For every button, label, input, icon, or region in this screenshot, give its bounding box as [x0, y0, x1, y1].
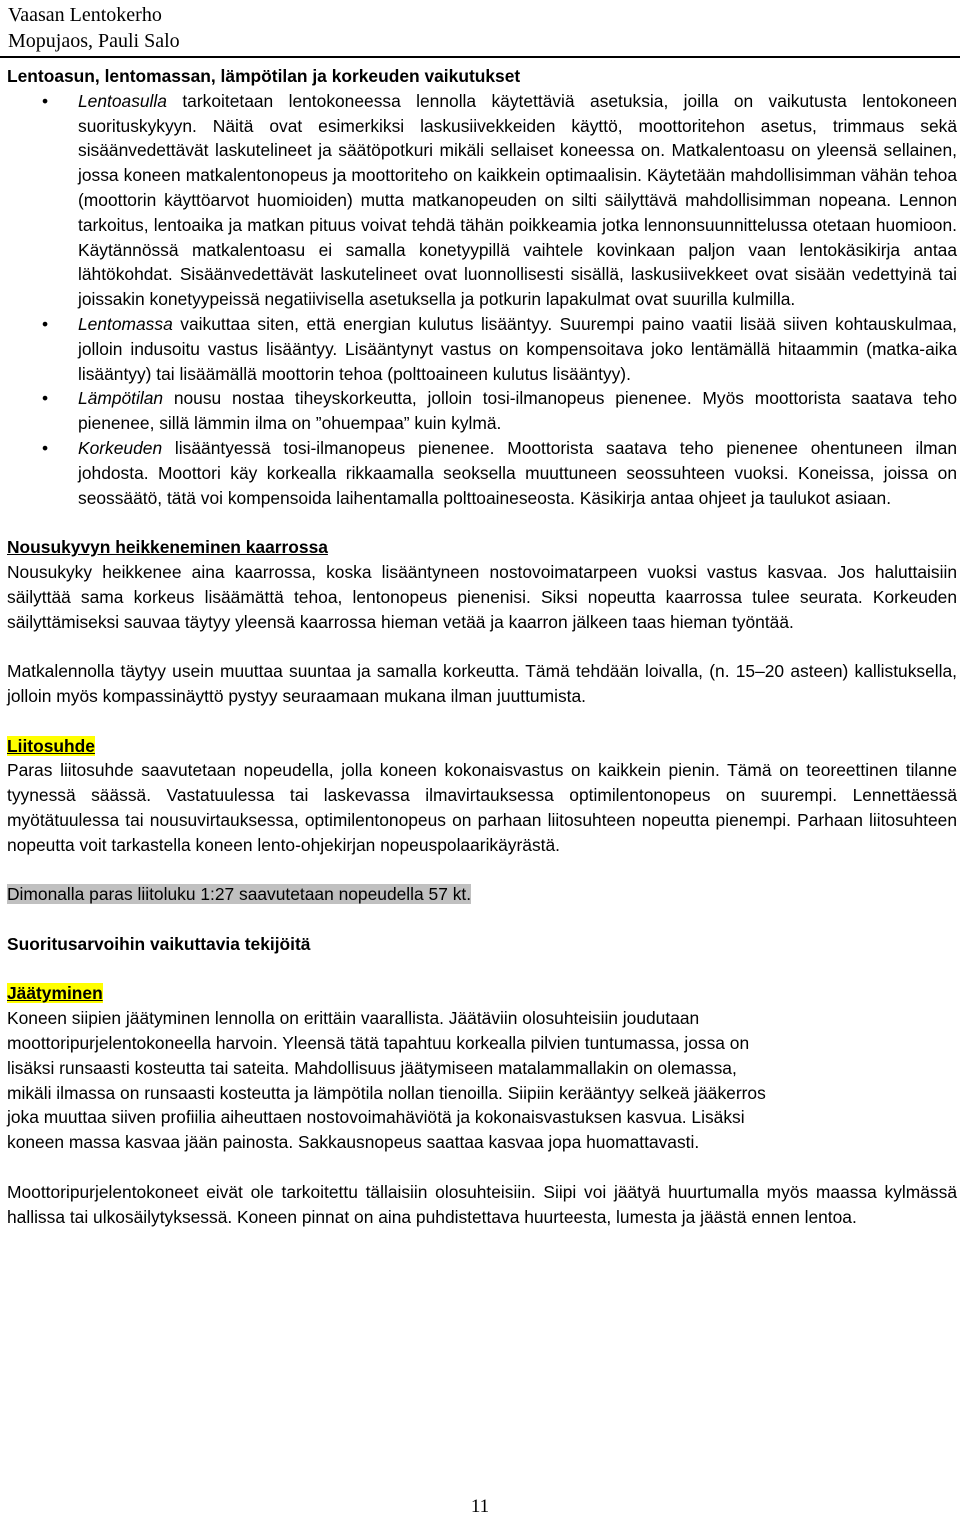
paragraph: Moottoripurjelentokoneet eivät ole tarkoitettu tällaisiin olosuhteisiin. Siipi voi jäätyä huurtumalla myös maassa kylmässä hallissa tai ulkosäilytyksessä. Koneen pinnat on aina puhdistettava huurteesta, lumesta ja jäästä ennen lentoa. — [7, 1181, 957, 1227]
text-line: mikäli ilmassa on runsaasti kosteutta ja lämpötila nollan tienoilla. Siipiin kerääntyy selkeä jääkerros — [7, 1082, 766, 1103]
section-heading-nousukyky: Nousukyvyn heikkeneminen kaarrossa — [7, 537, 328, 558]
page-number: 11 — [470, 1496, 490, 1517]
bullet-list — [7, 89, 957, 511]
bullet-item-korkeus — [7, 436, 957, 510]
header-rule — [0, 56, 960, 58]
text-line: moottoripurjelentokoneella harvoin. Yleensä tätä tapahtuu korkealla pilvien tuntumassa, jossa on — [7, 1033, 750, 1054]
bullet-text: lisääntyessä tosi-ilmanopeus pienenee. Moottorista saatava teho pienenee ohentuneen ilman johdosta. Moottori käy korkealla rikkaamalla seoksella muuttuneen seossuhteen vuoksi. Koneissa, joissa on seossäätö, tätä voi kompensoida laihentamalla polttoaineseosta. Käsikirja antaa ohjeet ja taulukot asiaan. — [78, 437, 957, 508]
bullet-text: tarkoitetaan lentokoneessa lennolla käytettäviä asetuksia, joilla on vaikutusta lentokoneen suorituskykyyn. Näitä ovat esimerkiksi laskusiivekkeiden käyttö, moottoritehon asetus, trimmaus sekä sisäänvedettävät laskutelineet ja säätöpotkuri mikäli sellaiset koneessa on. Matkalentoasu on yleensä sellainen, jossa koneen matkalentonopeus ja moottoriteho on kaikkein optimaalisin. Käytetään mahdollisimman vähän tehoa (moottorin käyttöarvot huomioiden) mutta matkanopeuden on silti säilyttävä mahdollisimman nopeana. Lennon tarkoitus, lentoaika ja matkan pituus voivat tehdä tähän poikkeamia jotka lennonsuunnittelussa otetaan huomioon. Käytännössä matkalentoasu ei samalla konetyypillä vaihtele kovinkaan paljon vaan lentokäsikirja antaa lähtökohdat. Sisäänvedettävät laskutelineet ovat luonnollisesti sisällä, laskusiivekkeet ovat sisään vedettyinä tai joissakin konetyypeissä negatiivisella asetuksella ja potkurin lapakulmat ovat suurilla kulmilla. — [78, 90, 957, 310]
bullet-text: nousu nostaa tiheyskorkeutta, jolloin tosi-ilmanopeus pienenee. Myös moottorista saatava teho pienenee, sillä lämmin ilma on ”ohuempaa” kuin kylmä. — [78, 388, 957, 434]
bullet-text: vaikuttaa siten, että energian kulutus lisääntyy. Suurempi paino vaatii lisää siiven kohtauskulmaa, jolloin indusoitu vastus lisääntyy. Lisääntynyt vastus on kompensoitava joko lentämällä hitaammin (matka-aika lisääntyy) tai lisäämällä moottorin tehoa (polttoaineen kulutus lisääntyy). — [78, 313, 957, 384]
bullet-item-lentomassa — [7, 312, 957, 386]
bullet-term: Lentoasulla — [78, 90, 167, 111]
bullet-icon: • — [42, 313, 49, 334]
paragraph: Matkalennolla täytyy usein muuttaa suuntaa ja samalla korkeutta. Tämä tehdään loivalla, (n. 15–20 asteen) kallistuksella, jolloin myös kompassinäyttö pystyy seuraamaan mukana ilman juuttumista. — [7, 661, 957, 706]
paragraph-icing — [7, 1006, 957, 1155]
document-header — [8, 2, 180, 54]
bullet-icon: • — [42, 388, 49, 409]
paragraph: Nousukyky heikkenee aina kaarrossa, koska lisääntyneen nostovoimatarpeen vuoksi vastus kasvaa. Jos haluttaisiin säilyttää sama korkeus lisäämättä tehoa, lentonopeus pienenisi. Siksi nopeutta kaarrossa tulee seurata. Korkeuden säilyttämiseksi sauvaa täytyy yleensä kaarrossa hieman vetää ja kaarron jälkeen taas hieman työntää. — [7, 561, 957, 632]
bullet-icon: • — [42, 90, 49, 111]
document-body — [7, 64, 957, 1229]
bullet-icon: • — [42, 437, 49, 458]
bullet-term: Lämpötilan — [78, 388, 164, 409]
highlighted-note: Dimonalla paras liitoluku 1:27 saavutetaan nopeudella 57 kt. — [7, 884, 472, 905]
header-author: Mopujaos, Pauli Salo — [8, 30, 180, 52]
section-heading-lentoasu: Lentoasun, lentomassan, lämpötilan ja korkeuden vaikutukset — [7, 66, 521, 86]
text-line: Koneen siipien jäätyminen lennolla on erittäin vaarallista. Jäätäviin olosuhteisiin joudutaan — [7, 1008, 700, 1029]
section-heading-liitosuhde: Liitosuhde — [7, 735, 95, 756]
section-heading-suoritusarvot: Suoritusarvoihin vaikuttavia tekijöitä — [7, 933, 311, 954]
bullet-item-lentoasu — [7, 89, 957, 312]
bullet-item-lampotila — [7, 386, 957, 436]
bullet-term: Korkeuden — [78, 437, 163, 458]
bullet-term: Lentomassa — [78, 313, 173, 334]
paragraph: Paras liitosuhde saavutetaan nopeudella, jolla koneen kokonaisvastus on kaikkein pienin. Tämä on teoreettinen tilanne tyynessä säässä. Vastatuulessa tai laskevassa ilmavirtauksessa optimilentonopeus on suurempi. Lennettäessä myötätuulessa tai nousuvirtauksessa, optimilentonopeus on parhaan liitosuhteen nopeutta pienempi. Parhaan liitosuhteen nopeutta voit tarkastella koneen lento-ohjekirjan nopeuspolaarikäyrästä. — [7, 760, 957, 855]
section-heading-jaatyminen: Jäätyminen — [7, 983, 103, 1004]
text-line: joka muuttaa siiven profiilia aiheuttaen nostovoimahäviötä ja kokonaisvastuksen kasvua. Lisäksi — [7, 1107, 745, 1128]
header-organization: Vaasan Lentokerho — [8, 4, 162, 26]
text-line: lisäksi runsaasti kosteutta tai sateita. Mahdollisuus jäätymiseen matalammallakin on olemassa, — [7, 1057, 737, 1078]
text-line: koneen massa kasvaa jään painosta. Sakkausnopeus saattaa kasvaa jopa huomattavasti. — [7, 1132, 700, 1153]
